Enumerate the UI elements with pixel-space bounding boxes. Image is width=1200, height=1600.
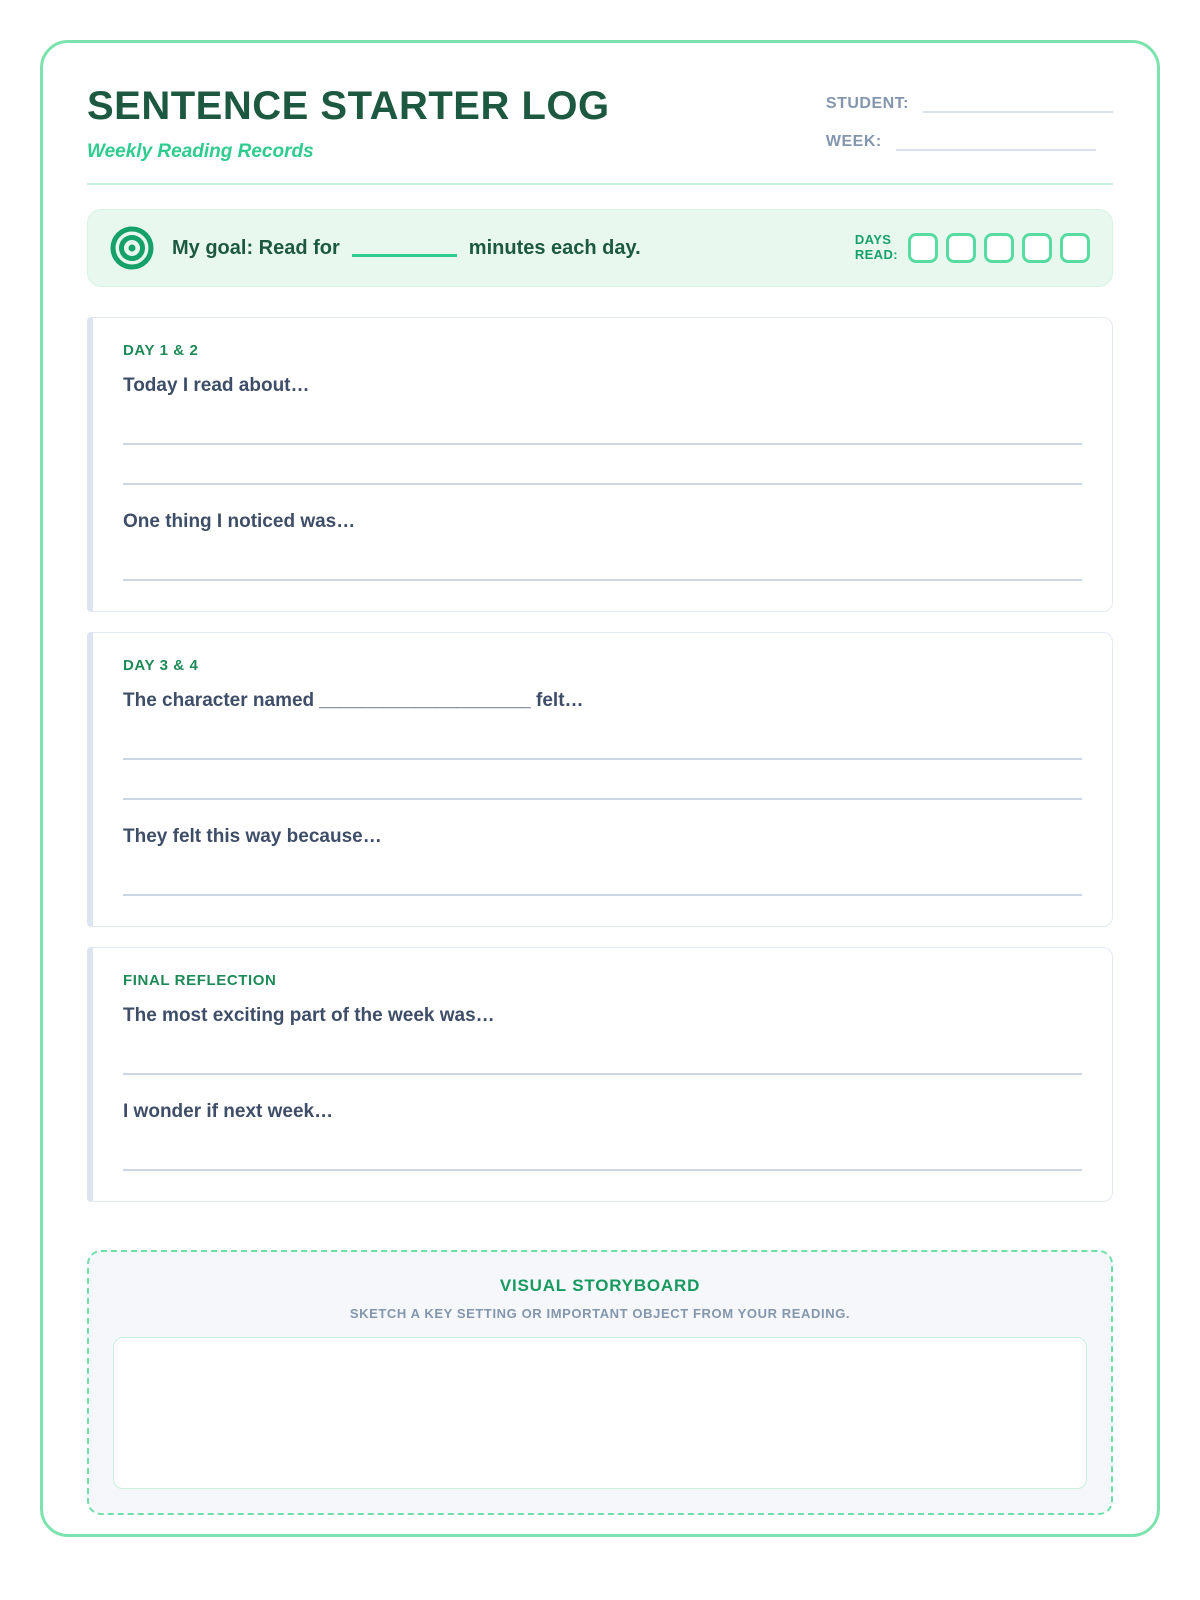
writing-line[interactable] <box>123 760 1082 800</box>
section-card <box>87 632 1113 927</box>
section-label: FINAL REFLECTION <box>123 972 277 989</box>
prompt-text: They felt this way because… <box>123 826 382 847</box>
section-label: DAY 3 & 4 <box>123 657 199 674</box>
writing-line[interactable] <box>123 445 1082 485</box>
writing-line[interactable] <box>123 1027 1082 1075</box>
sections-container <box>87 317 1113 1202</box>
week-label: WEEK: <box>825 133 882 150</box>
page-title: SENTENCE STARTER LOG <box>87 84 610 128</box>
target-icon <box>110 226 154 270</box>
goal-prefix: My goal: Read for <box>172 236 340 259</box>
title-block <box>87 85 610 163</box>
goal-suffix: minutes each day. <box>468 236 641 259</box>
goal-banner <box>87 209 1113 287</box>
goal-minutes-blank[interactable] <box>352 254 457 257</box>
day-read-checkbox[interactable] <box>984 233 1014 263</box>
prompt-text: Today I read about… <box>123 375 310 396</box>
goal-left <box>110 226 641 270</box>
header-divider <box>87 183 1113 185</box>
writing-line[interactable] <box>123 1123 1082 1171</box>
day-read-checkbox[interactable] <box>908 233 938 263</box>
storyboard-title: VISUAL STORYBOARD <box>499 1276 701 1295</box>
days-read-label <box>855 233 898 263</box>
prompt-text: I wonder if next week… <box>123 1101 334 1122</box>
writing-line[interactable] <box>123 712 1082 760</box>
writing-line[interactable] <box>123 848 1082 896</box>
week-row <box>826 129 1113 151</box>
section-card <box>87 947 1113 1202</box>
week-field[interactable] <box>896 129 1096 151</box>
day-read-checkbox[interactable] <box>1060 233 1090 263</box>
day-read-checkbox[interactable] <box>946 233 976 263</box>
days-read-line1: DAYS <box>854 232 892 248</box>
header <box>87 85 1113 163</box>
student-field[interactable] <box>923 91 1113 113</box>
days-read-checkboxes <box>908 233 1090 263</box>
page-subtitle: Weekly Reading Records <box>87 141 314 162</box>
worksheet-page <box>40 40 1160 1537</box>
section-label: DAY 1 & 2 <box>123 342 199 359</box>
prompt-text: One thing I noticed was… <box>123 511 356 532</box>
prompt-text: The character named ____________________ felt… <box>123 690 584 711</box>
days-read-group <box>855 233 1090 263</box>
writing-line[interactable] <box>123 533 1082 581</box>
storyboard-subtitle: SKETCH A KEY SETTING OR IMPORTANT OBJECT FROM YOUR READING. <box>349 1306 851 1321</box>
sketch-area[interactable] <box>113 1337 1087 1489</box>
header-fields <box>826 85 1113 151</box>
section-card <box>87 317 1113 612</box>
student-label: STUDENT: <box>825 95 909 112</box>
day-read-checkbox[interactable] <box>1022 233 1052 263</box>
goal-text <box>172 237 641 260</box>
student-row <box>826 91 1113 113</box>
prompt-text: The most exciting part of the week was… <box>123 1005 495 1026</box>
storyboard <box>87 1250 1113 1515</box>
writing-line[interactable] <box>123 397 1082 445</box>
days-read-line2: READ: <box>854 247 898 262</box>
